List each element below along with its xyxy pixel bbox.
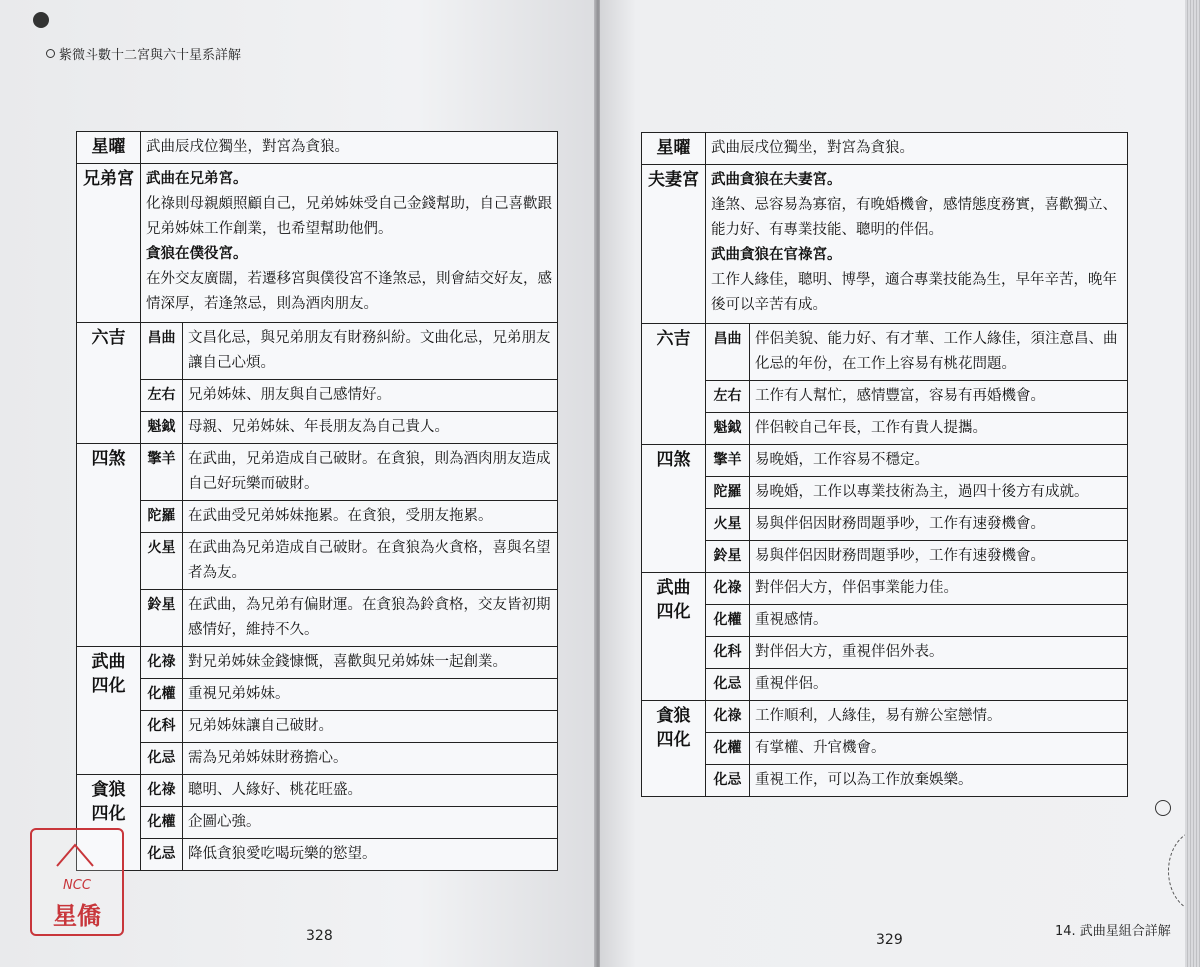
- row-text: 在武曲，為兄弟有偏財運。在貪狼為鈴貪格，交友皆初期感情好，維持不久。: [183, 590, 558, 647]
- table-row: [77, 775, 558, 807]
- palace-heading: 武曲在兄弟宮。: [146, 171, 248, 187]
- sub-label: 鈴星: [706, 541, 750, 573]
- sub-label: 化祿: [141, 647, 183, 679]
- right-star-table: [641, 132, 1128, 797]
- palace-heading: 武曲貪狼在官祿宮。: [711, 247, 842, 263]
- sub-label: 擎羊: [706, 445, 750, 477]
- category-tanlang: [642, 701, 706, 797]
- sub-label: 化祿: [706, 701, 750, 733]
- sub-label: 左右: [706, 381, 750, 413]
- category-liuji: 六吉: [77, 323, 141, 444]
- sub-label: 化忌: [141, 743, 183, 775]
- row-text: 對兄弟姊妹金錢慷慨，喜歡與兄弟姊妹一起創業。: [183, 647, 558, 679]
- category-line: 四化: [91, 676, 126, 696]
- running-header: [46, 44, 241, 63]
- table-row: [642, 669, 1128, 701]
- palace-paragraph: 逢煞、忌容易為寡宿，有晚婚機會，感情態度務實，喜歡獨立、能力好、有專業技能、聰明的伴侶。: [711, 197, 1117, 238]
- table-row: [642, 605, 1128, 637]
- category-wuqu: [642, 573, 706, 701]
- table-row: [77, 647, 558, 679]
- table-row: [77, 679, 558, 711]
- sub-label: 火星: [141, 533, 183, 590]
- row-text: 母親、兄弟姊妹、年長朋友為自己貴人。: [183, 412, 558, 444]
- table-row: [77, 807, 558, 839]
- header-title: 紫微斗數十二宮與六十星系詳解: [59, 48, 242, 63]
- sub-label: 左右: [141, 380, 183, 412]
- row-text: 重視感情。: [750, 605, 1128, 637]
- sub-label: 化權: [706, 605, 750, 637]
- table-row: [77, 533, 558, 590]
- table-row: [77, 743, 558, 775]
- row-text: 聰明、人緣好、桃花旺盛。: [183, 775, 558, 807]
- sub-label: 火星: [706, 509, 750, 541]
- row-text: 在武曲，兄弟造成自己破財。在貪狼，則為酒肉朋友造成自己好玩樂而破財。: [183, 444, 558, 501]
- sub-label: 化科: [141, 711, 183, 743]
- sub-label: 化權: [141, 679, 183, 711]
- palace-label: 夫妻宮: [642, 165, 706, 324]
- category-line: 貪狼: [656, 706, 691, 726]
- left-star-table: [76, 131, 558, 871]
- row-text: 重視兄弟姊妹。: [183, 679, 558, 711]
- palace-heading: 貪狼在僕役宮。: [146, 246, 248, 262]
- category-liuji: 六吉: [642, 324, 706, 445]
- palace-paragraph: 在外交友廣闊，若遷移宮與僕役宮不逢煞忌，則會結交好友，感情深厚，若逢煞忌，則為酒肉朋友。: [146, 271, 552, 312]
- circle-bullet-icon: [46, 49, 55, 58]
- palace-paragraph: 工作人緣佳，聰明、博學，適合專業技能為生，早年辛苦，晚年後可以辛苦有成。: [711, 272, 1117, 313]
- row-text: 易與伴侶因財務問題爭吵，工作有速發機會。: [750, 509, 1128, 541]
- table-row: [77, 380, 558, 412]
- table-row: [642, 573, 1128, 605]
- table-row: [77, 501, 558, 533]
- category-sisha: 四煞: [642, 445, 706, 573]
- palace-content: [706, 165, 1128, 324]
- row-text: 在武曲為兄弟造成自己破財。在貪狼為火貪格，喜與名望者為友。: [183, 533, 558, 590]
- category-wuqu: [77, 647, 141, 775]
- table-row: [642, 541, 1128, 573]
- row-text: 伴侶較自己年長，工作有貴人提攜。: [750, 413, 1128, 445]
- row-text: 兄弟姊妹、朋友與自己感情好。: [183, 380, 558, 412]
- table-row: [77, 839, 558, 871]
- table-row: [77, 444, 558, 501]
- left-page: [0, 0, 596, 967]
- sub-label: 魁鉞: [141, 412, 183, 444]
- star-text: 武曲辰戌位獨坐，對宮為貪狼。: [141, 132, 558, 164]
- palace-label: 兄弟宮: [77, 164, 141, 323]
- sub-label: 化權: [141, 807, 183, 839]
- sub-label: 化祿: [706, 573, 750, 605]
- table-row: [77, 711, 558, 743]
- star-label: 星曜: [642, 133, 706, 165]
- row-text: 重視伴侶。: [750, 669, 1128, 701]
- row-text: 企圖心強。: [183, 807, 558, 839]
- table-row: [642, 324, 1128, 381]
- sub-label: 陀羅: [706, 477, 750, 509]
- table-row: [642, 413, 1128, 445]
- sub-label: 昌曲: [141, 323, 183, 380]
- sub-label: 擎羊: [141, 444, 183, 501]
- row-text: 在武曲受兄弟姊妹拖累。在貪狼，受朋友拖累。: [183, 501, 558, 533]
- table-row: [642, 477, 1128, 509]
- sub-label: 化權: [706, 733, 750, 765]
- row-text: 易晚婚，工作容易不穩定。: [750, 445, 1128, 477]
- palace-row: [77, 164, 558, 323]
- star-row: [77, 132, 558, 164]
- stamp-name-text: 星僑: [53, 902, 101, 930]
- row-text: 工作順利，人緣佳，易有辦公室戀情。: [750, 701, 1128, 733]
- sub-label: 化科: [706, 637, 750, 669]
- row-text: 兄弟姊妹讓自己破財。: [183, 711, 558, 743]
- sub-label: 鈴星: [141, 590, 183, 647]
- row-text: 工作有人幫忙，感情豐富，容易有再婚機會。: [750, 381, 1128, 413]
- row-text: 易晚婚，工作以專業技術為主，過四十後方有成就。: [750, 477, 1128, 509]
- table-row: [642, 637, 1128, 669]
- sub-label: 魁鉞: [706, 413, 750, 445]
- category-line: 四化: [91, 804, 126, 824]
- star-label: 星曜: [77, 132, 141, 164]
- table-row: [642, 445, 1128, 477]
- category-line: 四化: [656, 602, 691, 622]
- palace-row: [642, 165, 1128, 324]
- table-row: [642, 509, 1128, 541]
- row-text: 降低貪狼愛吃喝玩樂的慾望。: [183, 839, 558, 871]
- sub-label: 陀羅: [141, 501, 183, 533]
- category-line: 武曲: [656, 578, 691, 598]
- right-page: [600, 0, 1200, 967]
- row-text: 對伴侶大方，伴侶事業能力佳。: [750, 573, 1128, 605]
- page-edges: [1185, 0, 1200, 967]
- page-number: 328: [306, 928, 333, 944]
- row-text: 需為兄弟姊妹財務擔心。: [183, 743, 558, 775]
- table-row: [642, 733, 1128, 765]
- sub-label: 化忌: [706, 765, 750, 797]
- row-text: 有掌權、升官機會。: [750, 733, 1128, 765]
- row-text: 伴侶美貌、能力好、有才華、工作人緣佳，須注意昌、曲化忌的年份，在工作上容易有桃花問題。: [750, 324, 1128, 381]
- page-number: 329: [876, 932, 903, 948]
- row-text: 對伴侶大方，重視伴侶外表。: [750, 637, 1128, 669]
- binder-ring-icon: [1155, 800, 1171, 816]
- row-text: 重視工作，可以為工作放棄娛樂。: [750, 765, 1128, 797]
- table-row: [77, 590, 558, 647]
- row-text: 易與伴侶因財務問題爭吵，工作有速發機會。: [750, 541, 1128, 573]
- table-row: [642, 701, 1128, 733]
- row-text: 文昌化忌，與兄弟朋友有財務糾紛。文曲化忌，兄弟朋友讓自己心煩。: [183, 323, 558, 380]
- category-sisha: 四煞: [77, 444, 141, 647]
- palace-content: [141, 164, 558, 323]
- category-line: 四化: [656, 730, 691, 750]
- palace-heading: 武曲貪狼在夫妻宮。: [711, 172, 842, 188]
- watermark-stamp: [30, 828, 124, 936]
- house-roof-icon: [55, 842, 95, 868]
- star-text: 武曲辰戌位獨坐，對宮為貪狼。: [706, 133, 1128, 165]
- sub-label: 化祿: [141, 775, 183, 807]
- binder-hole-icon: [33, 12, 49, 28]
- table-row: [642, 381, 1128, 413]
- table-row: [77, 323, 558, 380]
- star-row: [642, 133, 1128, 165]
- chapter-footer: 14. 武曲星組合詳解: [1055, 924, 1171, 939]
- category-line: 武曲: [91, 652, 126, 672]
- sub-label: 化忌: [141, 839, 183, 871]
- table-row: [642, 765, 1128, 797]
- palace-paragraph: 化祿則母親頗照顧自己，兄弟姊妹受自己金錢幫助，自己喜歡跟兄弟姊妹工作創業，也希望幫助他們。: [146, 196, 552, 237]
- table-row: [77, 412, 558, 444]
- sub-label: 化忌: [706, 669, 750, 701]
- stamp-ncc-text: NCC: [63, 878, 91, 893]
- category-line: 貪狼: [91, 780, 126, 800]
- sub-label: 昌曲: [706, 324, 750, 381]
